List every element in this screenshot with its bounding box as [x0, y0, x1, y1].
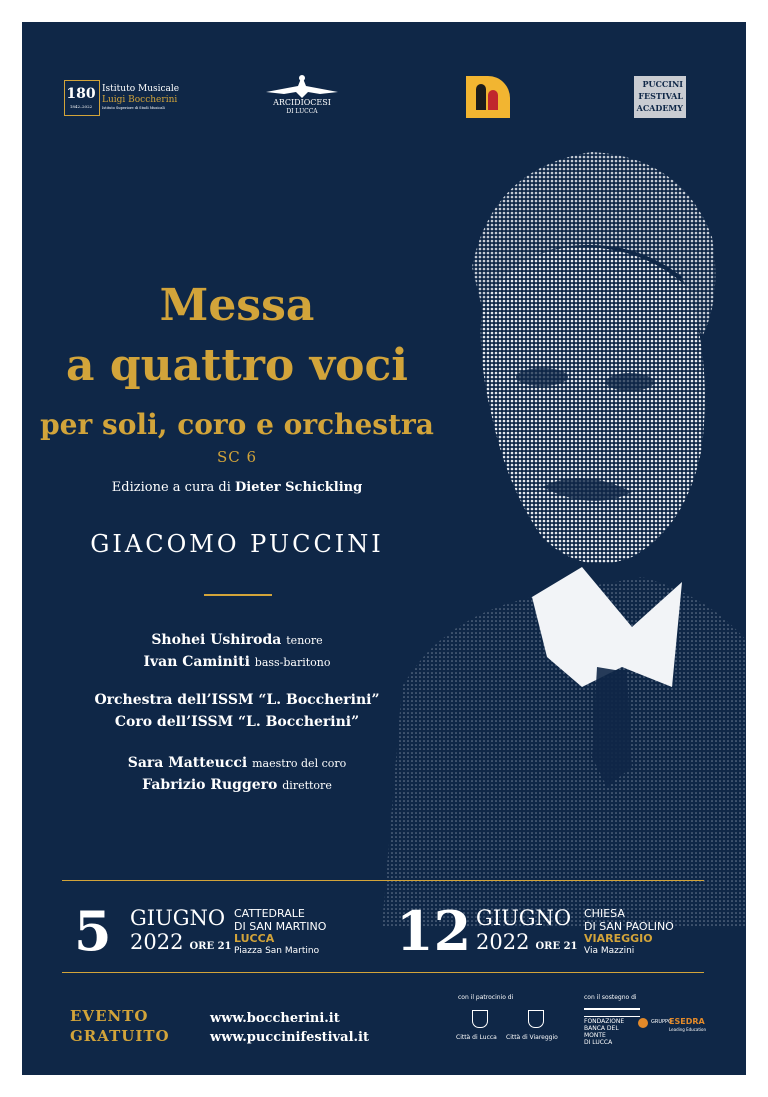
credit-line	[22, 632, 452, 648]
logo-dates: 1842–2022	[69, 104, 93, 109]
academy-line-1: PUCCINI	[642, 79, 683, 89]
patronage-label: con il patrocinio di	[458, 994, 514, 1001]
logo-boccherini	[64, 80, 184, 114]
arcidiocesi-line-1: ARCIDIOCESI	[273, 98, 331, 107]
event-time: ORE 21	[189, 941, 232, 952]
event-venue	[234, 908, 326, 956]
esedra-line-1: GRUPPO	[651, 1019, 672, 1025]
venue-line-2: DI SAN MARTINO	[234, 919, 327, 933]
rule-bottom	[62, 972, 704, 973]
esedra-line-3: Leading Education	[669, 1027, 706, 1032]
credit-role: tenore	[286, 634, 323, 647]
title-line-1: Messa	[159, 280, 315, 331]
academy-line-3: ACADEMY	[636, 103, 683, 113]
event-venue	[584, 908, 674, 956]
poster	[22, 22, 746, 1075]
rule-top	[62, 880, 704, 881]
logo-festival-figures	[466, 76, 510, 118]
edition-prefix: Edizione a cura di	[111, 480, 236, 495]
venue-line-1: CATTEDRALE	[234, 907, 305, 920]
fondazione-line-3: DI LUCCA	[584, 1039, 613, 1046]
credit-line	[22, 755, 452, 771]
venue-city: VIAREGGIO	[584, 932, 653, 946]
logo-sub: Istituto Superiore di Studi Musicali	[102, 106, 165, 110]
url-boccherini[interactable]: www.boccherini.it	[210, 1011, 340, 1026]
event-month: GIUGNO	[476, 906, 572, 930]
figures-icon	[476, 84, 486, 110]
edition-editor: Dieter Schickling	[235, 480, 363, 495]
credit-role: bass-baritono	[254, 656, 331, 669]
credit-name: Orchestra dell’ISSM “L. Boccherini”	[94, 692, 380, 708]
composer-name: GIACOMO PUCCINI	[90, 530, 384, 558]
academy-line-2: FESTIVAL	[638, 91, 683, 101]
event-month: GIUGNO	[130, 906, 226, 930]
credit-role: direttore	[282, 779, 332, 792]
credit-line	[22, 654, 452, 670]
logo-academy	[634, 76, 686, 118]
credit-role: maestro del coro	[252, 757, 347, 770]
credit-line	[22, 777, 452, 793]
event-day: 12	[396, 899, 472, 963]
free-event	[70, 1006, 170, 1047]
event-year	[130, 932, 232, 953]
event-time: ORE 21	[535, 941, 578, 952]
city-lucca: Città di Lucca	[456, 1034, 497, 1041]
event-day: 5	[74, 899, 112, 963]
free-line-2: GRATUITO	[70, 1027, 170, 1046]
venue-address: Piazza San Martino	[234, 945, 320, 956]
catalog-number: SC 6	[216, 448, 258, 466]
fondazione-line-1: FONDAZIONE	[584, 1018, 625, 1025]
venue-line-2: DI SAN PAOLINO	[584, 919, 674, 933]
arcidiocesi-line-2: DI LUCCA	[286, 108, 318, 115]
free-line-1: EVENTO	[70, 1007, 149, 1025]
logo-years: 180	[66, 86, 96, 102]
fondazione-logo	[584, 1008, 640, 1046]
venue-city: LUCCA	[234, 932, 275, 946]
esedra-icon	[638, 1018, 648, 1028]
lucca-crest-icon	[472, 1010, 488, 1028]
url-puccinifestival[interactable]: www.puccinifestival.it	[210, 1029, 370, 1045]
venue-address: Via Mazzini	[584, 945, 635, 956]
logo-arcidiocesi	[254, 72, 350, 116]
esedra-line-2: ESEDRA	[669, 1017, 705, 1026]
event-year	[476, 932, 578, 953]
support-label: con il sostegno di	[584, 994, 637, 1001]
credit-name: Sara Matteucci	[127, 755, 248, 771]
venue-line-1: CHIESA	[584, 907, 625, 920]
event-year-value: 2022	[130, 930, 184, 954]
logo-name-1: Istituto Musicale	[102, 84, 180, 94]
credit-name: Shohei Ushiroda	[151, 632, 282, 648]
puccini-portrait	[382, 127, 746, 930]
fondazione-line-2: BANCA DEL MONTE	[584, 1025, 619, 1039]
title-line-2: a quattro voci	[65, 340, 408, 391]
city-viareggio: Città di Viareggio	[506, 1034, 558, 1041]
event-year-value: 2022	[476, 930, 530, 954]
credit-name: Coro dell’ISSM “L. Boccherini”	[114, 714, 360, 730]
logo-name-2: Luigi Boccherini	[102, 95, 178, 105]
edition-note	[22, 480, 452, 495]
viareggio-crest-icon	[528, 1010, 544, 1028]
eagle-icon	[254, 72, 350, 100]
credit-name: Fabrizio Ruggero	[142, 777, 278, 793]
columns-icon	[584, 1008, 640, 1017]
title-line-3: per soli, coro e orchestra	[40, 408, 434, 441]
credit-name: Ivan Caminiti	[143, 654, 250, 670]
esedra-logo	[638, 1016, 706, 1032]
website-links	[210, 1010, 369, 1048]
credit-line	[22, 692, 452, 708]
credit-line	[22, 714, 452, 730]
title-divider	[204, 594, 272, 596]
